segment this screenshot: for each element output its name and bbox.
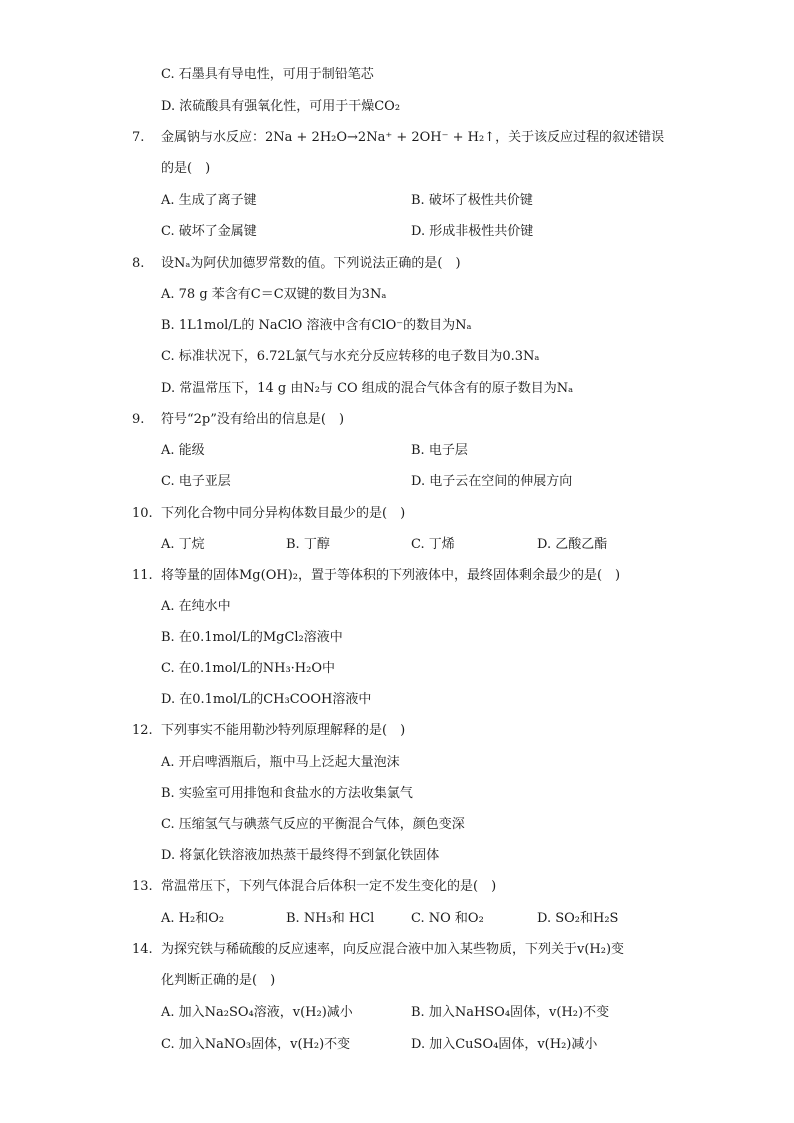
q7-option-b: B. 破坏了极性共价键	[411, 193, 533, 208]
q8-option-d: D. 常温常压下，14 g 由N₂与 CO 组成的混合气体含有的原子数目为Nₐ	[161, 381, 574, 396]
q9-option-c: C. 电子亚层	[161, 474, 231, 489]
q9-option-d: D. 电子云在空间的伸展方向	[411, 474, 573, 489]
q14-option-b: B. 加入NaHSO₄固体，v(H₂)不变	[411, 1005, 610, 1020]
q8-option-c: C. 标准状况下，6.72L氯气与水充分反应转移的电子数目为0.3Nₐ	[161, 349, 540, 364]
q7-option-c: C. 破坏了金属键	[161, 224, 257, 239]
q13-option-a: A. H₂和O₂	[161, 911, 225, 926]
q14-option-d: D. 加入CuSO₄固体，v(H₂)减小	[411, 1037, 598, 1052]
q12-option-b: B. 实验室可用排饱和食盐水的方法收集氯气	[161, 786, 413, 801]
q8-option-a: A. 78 g 苯含有C＝C双键的数目为3Nₐ	[161, 287, 387, 302]
q11-number: 11.	[132, 568, 153, 583]
q10-option-d: D. 乙酸乙酯	[537, 537, 608, 552]
q6-option-c: C. 石墨具有导电性，可用于制铅笔芯	[161, 67, 374, 82]
q10-option-a: A. 丁烷	[161, 537, 205, 552]
q7-option-d: D. 形成非极性共价键	[411, 224, 534, 239]
q12-option-a: A. 开启啤酒瓶后，瓶中马上泛起大量泡沫	[161, 755, 400, 770]
q7-option-a: A. 生成了离子键	[161, 193, 257, 208]
q14-option-a: A. 加入Na₂SO₄溶液，v(H₂)减小	[161, 1005, 353, 1020]
q13-option-c: C. NO 和O₂	[411, 911, 484, 926]
q8-number: 8.	[132, 256, 145, 271]
q12-option-c: C. 压缩氢气与碘蒸气反应的平衡混合气体，颜色变深	[161, 817, 465, 832]
q7-number: 7.	[132, 130, 145, 145]
q13-option-b: B. NH₃和 HCl	[286, 911, 375, 926]
q11-option-c: C. 在0.1mol/L的NH₃·H₂O中	[161, 661, 336, 676]
q8-stem: 设Nₐ为阿伏加德罗常数的值。下列说法正确的是( )	[161, 256, 461, 271]
q7-stem-line1: 金属钠与水反应：2Na + 2H₂O→2Na⁺ + 2OH⁻ + H₂↑，关于该反应过程的叙述错误	[161, 130, 665, 145]
q8-option-b: B. 1L1mol/L的 NaClO 溶液中含有ClO⁻的数目为Nₐ	[161, 318, 472, 333]
q7-stem-line2: 的是( )	[161, 161, 211, 176]
q14-option-c: C. 加入NaNO₃固体，v(H₂)不变	[161, 1037, 351, 1052]
q13-option-d: D. SO₂和H₂S	[537, 911, 619, 926]
q11-option-b: B. 在0.1mol/L的MgCl₂溶液中	[161, 630, 343, 645]
q12-stem: 下列事实不能用勒沙特列原理解释的是( )	[161, 723, 406, 738]
q6-option-d: D. 浓硫酸具有强氧化性，可用于干燥CO₂	[161, 99, 401, 114]
q14-stem-line2: 化判断正确的是( )	[161, 973, 276, 988]
q11-option-d: D. 在0.1mol/L的CH₃COOH溶液中	[161, 692, 372, 707]
q10-stem: 下列化合物中同分异构体数目最少的是( )	[161, 506, 406, 521]
q10-option-b: B. 丁醇	[286, 537, 330, 552]
q9-stem: 符号“2p”没有给出的信息是( )	[161, 412, 345, 427]
q12-option-d: D. 将氯化铁溶液加热蒸干最终得不到氯化铁固体	[161, 848, 440, 863]
q12-number: 12.	[132, 723, 153, 738]
q9-option-a: A. 能级	[161, 443, 205, 458]
q11-stem: 将等量的固体Mg(OH)₂，置于等体积的下列液体中，最终固体剩余最少的是( )	[161, 568, 621, 583]
q10-number: 10.	[132, 506, 153, 521]
q14-stem-line1: 为探究铁与稀硫酸的反应速率，向反应混合液中加入某些物质，下列关于v(H₂)变	[161, 942, 625, 957]
q11-option-a: A. 在纯水中	[161, 599, 231, 614]
q9-number: 9.	[132, 412, 145, 427]
q13-number: 13.	[132, 879, 153, 894]
q9-option-b: B. 电子层	[411, 443, 468, 458]
q14-number: 14.	[132, 942, 153, 957]
q10-option-c: C. 丁烯	[411, 537, 455, 552]
q13-stem: 常温常压下，下列气体混合后体积一定不发生变化的是( )	[161, 879, 497, 894]
